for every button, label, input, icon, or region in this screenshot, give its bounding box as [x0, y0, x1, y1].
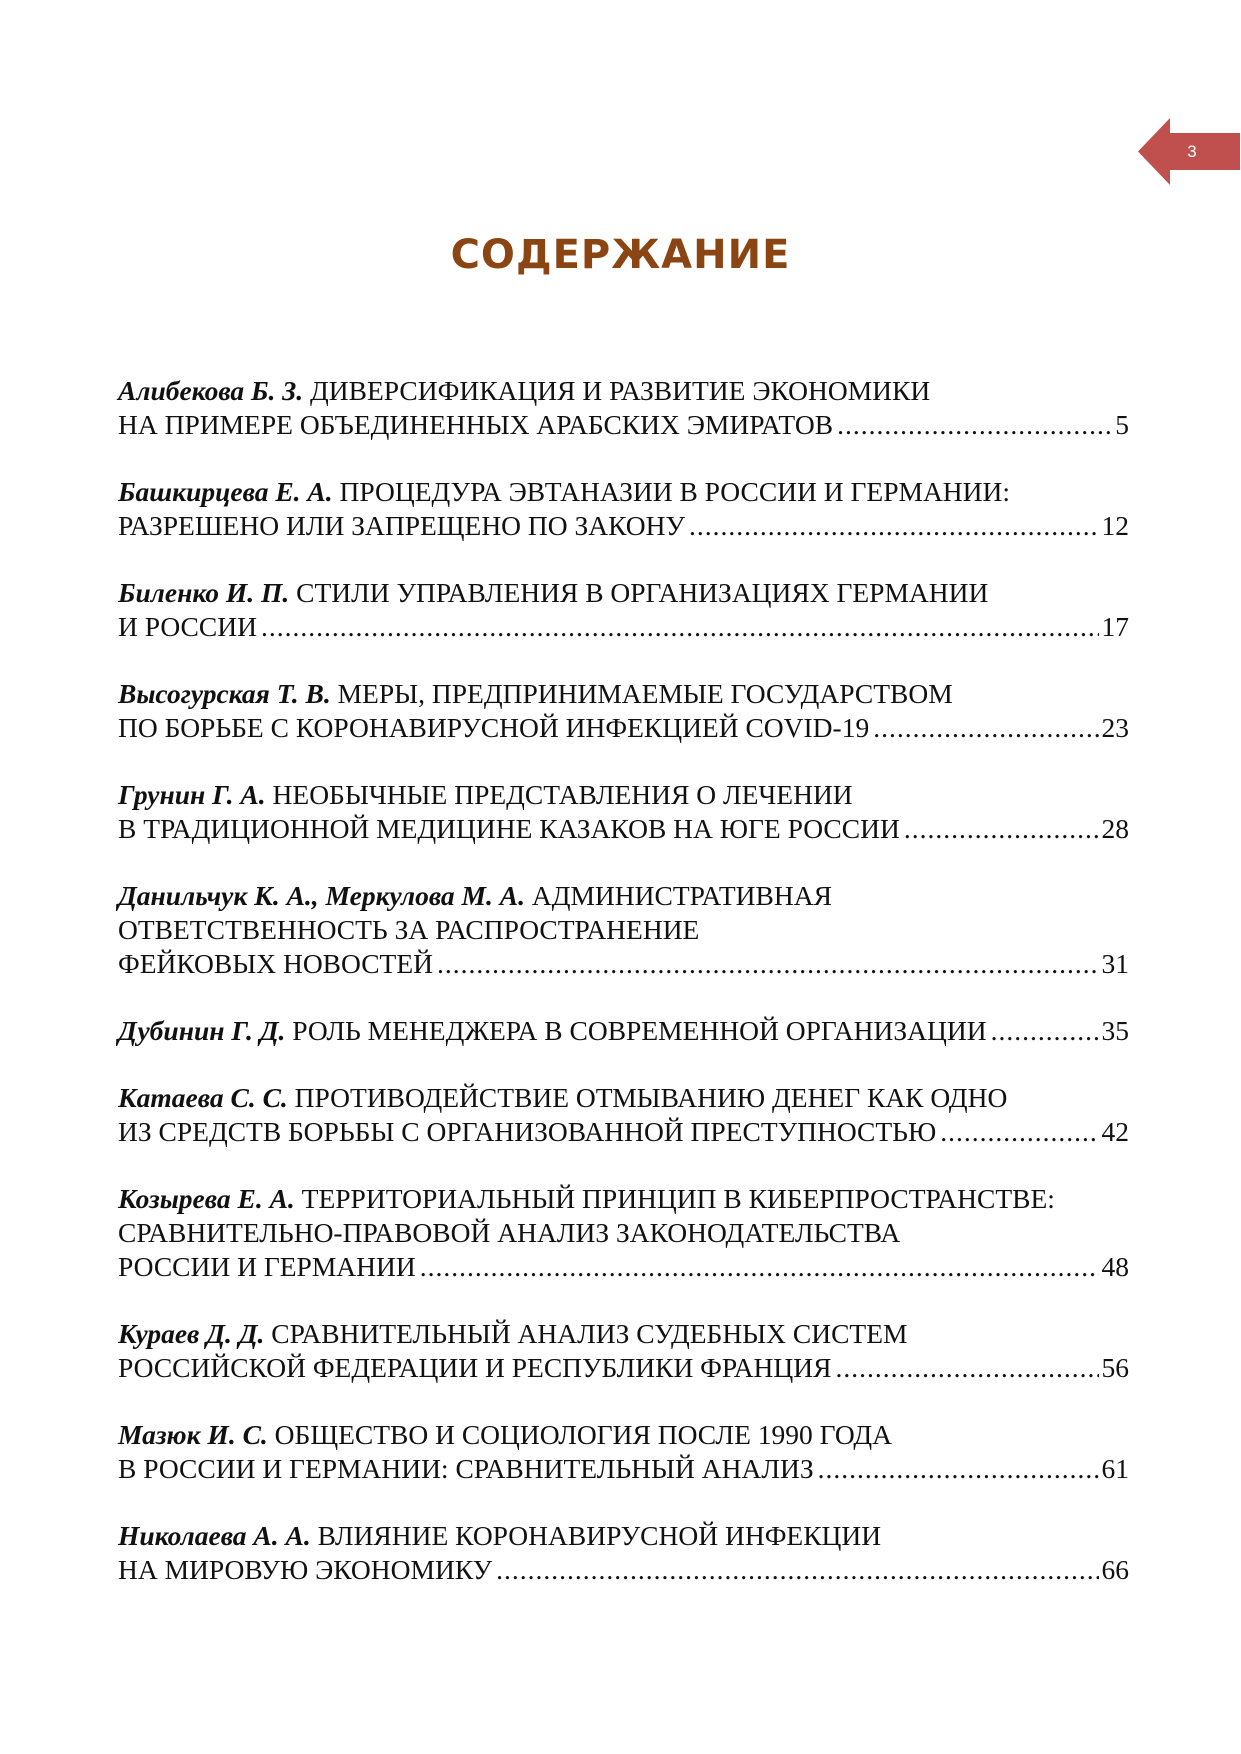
- toc-entry[interactable]: [118, 778, 1129, 846]
- entry-page-number[interactable]: 42: [1101, 1116, 1129, 1147]
- entry-authors: Данильчук К. А., Меркулова М. А.: [118, 880, 525, 911]
- entry-title-line: ОБЩЕСТВО И СОЦИОЛОГИЯ ПОСЛЕ 1990 ГОДА: [274, 1419, 892, 1450]
- entry-page-number[interactable]: 5: [1115, 409, 1129, 440]
- dot-leader: [837, 408, 1112, 442]
- entry-last-text: [118, 1115, 936, 1149]
- entry-title-line: НА МИРОВУЮ ЭКОНОМИКУ: [118, 1554, 493, 1585]
- toc-entry[interactable]: [118, 374, 1129, 442]
- entry-last-text: [118, 610, 257, 644]
- page-number: 3: [1187, 142, 1197, 161]
- entry-last-line: [118, 1351, 1129, 1385]
- entry-title-line: И РОССИИ: [118, 611, 257, 642]
- entry-page-number[interactable]: 56: [1101, 1352, 1129, 1383]
- entry-title-line: В ТРАДИЦИОННОЙ МЕДИЦИНЕ КАЗАКОВ НА ЮГЕ РОССИИ: [118, 813, 900, 844]
- entry-first-line: [118, 677, 1129, 711]
- entry-title-line: ВЛИЯНИЕ КОРОНАВИРУСНОЙ ИНФЕКЦИИ: [317, 1520, 882, 1551]
- entry-last-text: [118, 812, 900, 846]
- entry-last-line: [118, 1553, 1129, 1587]
- toc-entry[interactable]: [118, 879, 1129, 981]
- entry-first-line: [118, 374, 1129, 408]
- entry-title-line: ИЗ СРЕДСТВ БОРЬБЫ С ОРГАНИЗОВАННОЙ ПРЕСТУПНОСТЬЮ: [118, 1116, 937, 1147]
- entry-last-line: [118, 509, 1129, 543]
- entry-first-line: [118, 576, 1129, 610]
- toc-entry[interactable]: [118, 1519, 1129, 1587]
- entry-last-line: [118, 408, 1129, 442]
- entry-last-text: [118, 947, 433, 981]
- entry-title-line: В РОССИИ И ГЕРМАНИИ: СРАВНИТЕЛЬНЫЙ АНАЛИЗ: [118, 1453, 814, 1484]
- toc-entry[interactable]: [118, 475, 1129, 543]
- entry-title-line: РОССИЙСКОЙ ФЕДЕРАЦИИ И РЕСПУБЛИКИ ФРАНЦИЯ: [118, 1352, 832, 1383]
- entry-last-text: [118, 408, 833, 442]
- entry-title-line: СТИЛИ УПРАВЛЕНИЯ В ОРГАНИЗАЦИЯХ ГЕРМАНИИ: [296, 577, 989, 608]
- dot-leader: [873, 711, 1098, 745]
- entry-last-line: [118, 711, 1129, 745]
- entry-title-line: РАЗРЕШЕНО ИЛИ ЗАПРЕЩЕНО ПО ЗАКОНУ: [118, 510, 685, 541]
- entry-authors: Кураев Д. Д.: [118, 1318, 265, 1349]
- entry-last-line: [118, 610, 1129, 644]
- entry-last-text: [118, 1014, 987, 1048]
- entry-authors: Козырева Е. А.: [118, 1183, 295, 1214]
- entry-page-number[interactable]: 66: [1101, 1554, 1129, 1585]
- dot-leader: [689, 509, 1099, 543]
- entry-page-number[interactable]: 23: [1101, 712, 1129, 743]
- entry-last-text: [118, 1250, 416, 1284]
- entry-page-number[interactable]: 17: [1101, 611, 1129, 642]
- entry-last-line: [118, 1014, 1129, 1048]
- entry-first-line: [118, 1418, 1129, 1452]
- entry-page-number[interactable]: 28: [1101, 813, 1129, 844]
- entry-page-number[interactable]: 61: [1101, 1453, 1129, 1484]
- entry-title-line: ДИВЕРСИФИКАЦИЯ И РАЗВИТИЕ ЭКОНОМИКИ: [310, 375, 931, 406]
- entry-authors: Николаева А. А.: [118, 1520, 311, 1551]
- entry-last-text: [118, 711, 869, 745]
- entry-first-line: [118, 778, 1129, 812]
- toc-entry[interactable]: [118, 677, 1129, 745]
- entry-title-line: ТЕРРИТОРИАЛЬНЫЙ ПРИНЦИП В КИБЕРПРОСТРАНСТВЕ:: [301, 1183, 1055, 1214]
- entry-last-text: [118, 1351, 831, 1385]
- toc-entry[interactable]: [118, 1182, 1129, 1284]
- entry-title-line: ПРОТИВОДЕЙСТВИЕ ОТМЫВАНИЮ ДЕНЕГ КАК ОДНО: [294, 1082, 1008, 1113]
- entry-last-text: [118, 1452, 814, 1486]
- entry-title-line: МЕРЫ, ПРЕДПРИНИМАЕМЫЕ ГОСУДАРСТВОМ: [337, 678, 953, 709]
- entry-last-line: [118, 1115, 1129, 1149]
- entry-first-line: [118, 1182, 1129, 1216]
- entry-authors: Биленко И. П.: [118, 577, 290, 608]
- entry-first-line: [118, 1519, 1129, 1553]
- entry-last-text: [118, 509, 685, 543]
- entry-page-number[interactable]: 31: [1101, 948, 1129, 979]
- entry-title-line: ПРОЦЕДУРА ЭВТАНАЗИИ В РОССИИ И ГЕРМАНИИ:: [339, 476, 1011, 507]
- entry-title-line: РОССИИ И ГЕРМАНИИ: [118, 1251, 416, 1282]
- entry-page-number[interactable]: 35: [1101, 1015, 1129, 1046]
- entry-authors: Мазюк И. С.: [118, 1419, 268, 1450]
- entry-title-line: СРАВНИТЕЛЬНЫЙ АНАЛИЗ СУДЕБНЫХ СИСТЕМ: [271, 1318, 908, 1349]
- entry-first-line: [118, 1317, 1129, 1351]
- entry-authors: Дубинин Г. Д.: [118, 1015, 286, 1046]
- entry-title-line: СРАВНИТЕЛЬНО-ПРАВОВОЙ АНАЛИЗ ЗАКОНОДАТЕЛЬСТВА: [118, 1217, 901, 1248]
- entry-authors: Башкирцева Е. А.: [118, 476, 333, 507]
- entry-title-line: РОЛЬ МЕНЕДЖЕРА В СОВРЕМЕННОЙ ОРГАНИЗАЦИИ: [292, 1015, 987, 1046]
- dot-leader: [991, 1014, 1099, 1048]
- toc-entry[interactable]: [118, 1081, 1129, 1149]
- table-of-contents: [118, 374, 1129, 1620]
- page-number-tab: [1138, 118, 1240, 185]
- entry-authors: Грунин Г. А.: [118, 779, 266, 810]
- dot-leader: [261, 610, 1099, 644]
- entry-page-number[interactable]: 12: [1101, 510, 1129, 541]
- entry-page-number[interactable]: 48: [1101, 1251, 1129, 1282]
- entry-title-line: АДМИНИСТРАТИВНАЯ: [531, 880, 832, 911]
- dot-leader: [437, 947, 1098, 981]
- entry-last-line: [118, 1250, 1129, 1284]
- dot-leader: [496, 1553, 1098, 1587]
- entry-title-line: НЕОБЫЧНЫЕ ПРЕДСТАВЛЕНИЯ О ЛЕЧЕНИИ: [272, 779, 853, 810]
- entry-last-line: [118, 1452, 1129, 1486]
- entry-last-line: [118, 947, 1129, 981]
- dot-leader: [420, 1250, 1099, 1284]
- entry-title-line: ОТВЕТСТВЕННОСТЬ ЗА РАСПРОСТРАНЕНИЕ: [118, 914, 700, 945]
- toc-entry[interactable]: [118, 576, 1129, 644]
- entry-first-line: [118, 1081, 1129, 1115]
- dot-leader: [904, 812, 1099, 846]
- toc-entry[interactable]: [118, 1317, 1129, 1385]
- entry-last-line: [118, 812, 1129, 846]
- entry-title-line: ФЕЙКОВЫХ НОВОСТЕЙ: [118, 948, 434, 979]
- entry-authors: Катаева С. С.: [118, 1082, 288, 1113]
- entry-authors: Высогурская Т. В.: [118, 678, 331, 709]
- entry-first-line: [118, 475, 1129, 509]
- page-title: СОДЕРЖАНИЕ: [450, 232, 791, 278]
- toc-entry[interactable]: [118, 1014, 1129, 1048]
- entry-first-line: [118, 879, 1129, 913]
- entry-last-text: [118, 1553, 492, 1587]
- entry-title-line: НА ПРИМЕРЕ ОБЪЕДИНЕННЫХ АРАБСКИХ ЭМИРАТОВ: [118, 409, 834, 440]
- dot-leader: [940, 1115, 1098, 1149]
- toc-entry[interactable]: [118, 1418, 1129, 1486]
- entry-title-line: ПО БОРЬБЕ С КОРОНАВИРУСНОЙ ИНФЕКЦИЕЙ COVID-19: [118, 712, 870, 743]
- entry-authors: Алибекова Б. З.: [118, 375, 304, 406]
- dot-leader: [835, 1351, 1098, 1385]
- dot-leader: [818, 1452, 1099, 1486]
